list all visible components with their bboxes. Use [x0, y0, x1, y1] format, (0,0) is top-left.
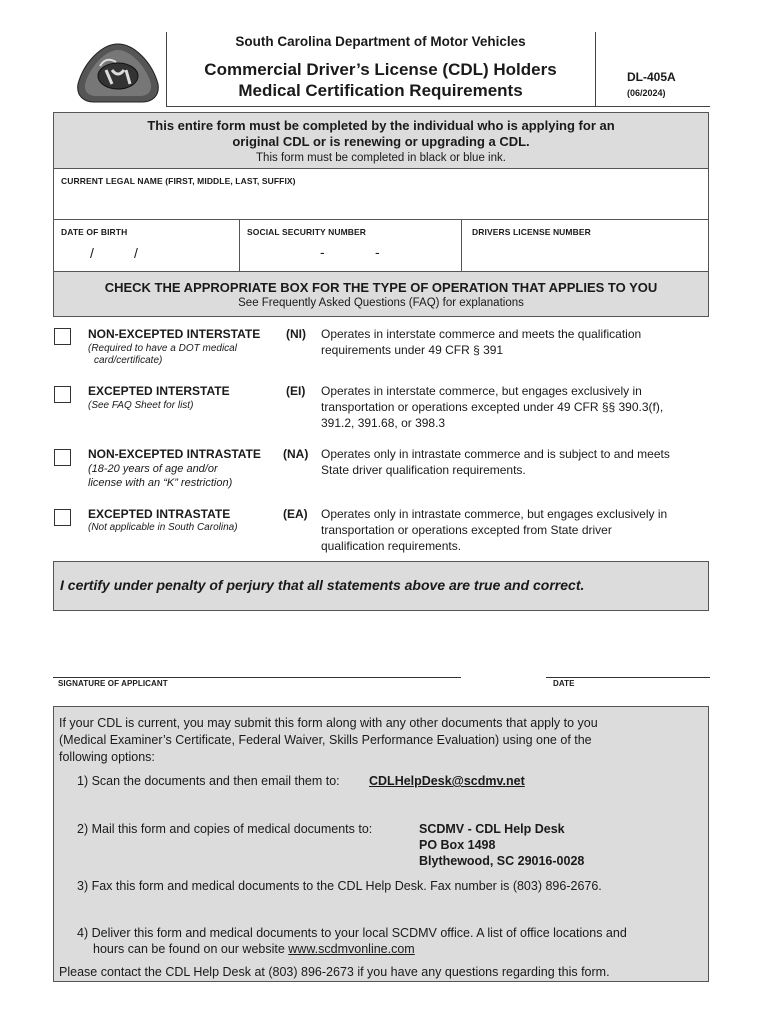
instructions-intro-line1: If your CDL is current, you may submit this form along with any other documents that apply to you [59, 716, 598, 730]
header-underline [166, 106, 710, 107]
mail-address-line2: PO Box 1498 [419, 838, 496, 852]
intro-line2: original CDL or is renewing or upgrading a CDL. [232, 134, 530, 149]
option-note: (Not applicable in South Carolina) [88, 522, 238, 533]
option2-text: 2) Mail this form and copies of medical documents to: [77, 822, 373, 836]
instructions-intro-line3: following options: [59, 750, 155, 764]
option4-line2 [93, 941, 415, 957]
dob-separator-1: / [90, 245, 94, 261]
option-title: NON-EXCEPTED INTERSTATE [88, 327, 261, 341]
certify-statement: I certify under penalty of perjury that all statements above are true and correct. [60, 577, 585, 593]
checkbox-excepted-interstate[interactable] [54, 386, 71, 403]
contact-line: Please contact the CDL Help Desk at (803) 896-2673 if you have any questions regarding this form. [59, 965, 610, 979]
signature-label: SIGNATURE OF APPLICANT [58, 679, 168, 688]
ink-note: This form must be completed in black or blue ink. [256, 152, 506, 164]
option-code: (NA) [283, 447, 309, 461]
option-description: Operates in interstate commerce, but engages exclusively in [321, 384, 642, 398]
mail-address-line1: SCDMV - CDL Help Desk [419, 822, 565, 836]
checkbox-non-excepted-intrastate[interactable] [54, 449, 71, 466]
option-note: license with an “K” restriction) [88, 477, 233, 489]
instructions-intro-line2: (Medical Examiner’s Certificate, Federal Waiver, Skills Performance Evaluation) using one of the [59, 733, 592, 747]
option-note: (Required to have a DOT medical [88, 343, 237, 354]
checkbox-non-excepted-interstate[interactable] [54, 328, 71, 345]
option-note: (See FAQ Sheet for list) [88, 400, 194, 411]
option-description: Operates only in intrastate commerce and is subject to and meets [321, 447, 670, 461]
department-name: South Carolina Department of Motor Vehicles [235, 34, 526, 49]
mail-address-line3: Blythewood, SC 29016-0028 [419, 854, 585, 868]
date-line[interactable] [546, 677, 710, 678]
intro-line1: This entire form must be completed by the individual who is applying for an [147, 118, 615, 133]
option-description: qualification requirements. [321, 539, 462, 553]
option4-text: hours can be found on our website [93, 942, 285, 956]
operation-subheading: See Frequently Asked Questions (FAQ) for explanations [238, 297, 524, 309]
form-title-line2: Medical Certification Requirements [238, 81, 523, 100]
option-note: (18-20 years of age and/or [88, 463, 218, 475]
option-description: transportation or operations excepted from State driver [321, 523, 612, 537]
option-code: (NI) [286, 327, 306, 341]
operation-heading: CHECK THE APPROPRIATE BOX FOR THE TYPE OF OPERATION THAT APPLIES TO YOU [104, 280, 658, 295]
option-description: Operates only in intrastate commerce, but engages exclusively in [321, 507, 668, 521]
option-description: 391.2, 391.68, or 398.3 [321, 416, 446, 430]
form-number: DL-405A [627, 70, 676, 84]
option-description: State driver qualification requirements. [321, 463, 526, 477]
signature-line[interactable] [53, 677, 461, 678]
option3-text: 3) Fax this form and medical documents to the CDL Help Desk. Fax number is (803) 896-2676. [77, 879, 602, 893]
option-description: Operates in interstate commerce and meets the qualification [321, 327, 642, 341]
option-description: requirements under 49 CFR § 391 [321, 343, 504, 357]
website-link[interactable]: www.scdmvonline.com [288, 942, 415, 956]
option1-text: 1) Scan the documents and then email them to: [77, 774, 340, 788]
scdmv-logo [72, 40, 164, 106]
checkbox-excepted-intrastate[interactable] [54, 509, 71, 526]
legal-name-label: CURRENT LEGAL NAME (FIRST, MIDDLE, LAST, SUFFIX) [61, 176, 296, 186]
option-title: EXCEPTED INTERSTATE [88, 384, 230, 398]
date-label: DATE [553, 679, 575, 688]
option-title: EXCEPTED INTRASTATE [88, 507, 231, 521]
option-title: NON-EXCEPTED INTRASTATE [88, 447, 261, 461]
option-note: card/certificate) [94, 355, 163, 366]
dl-label: DRIVERS LICENSE NUMBER [472, 227, 591, 237]
help-desk-email-link[interactable]: CDLHelpDesk@scdmv.net [369, 774, 525, 788]
option4-line1: 4) Deliver this form and medical documents to your local SCDMV office. A list of office locations and [77, 926, 627, 940]
ssn-separator-1: - [320, 244, 325, 260]
dob-separator-2: / [134, 245, 138, 261]
ssn-label: SOCIAL SECURITY NUMBER [247, 227, 367, 237]
option-code: (EI) [286, 384, 306, 398]
option-code: (EA) [283, 507, 308, 521]
option-description: transportation or operations excepted under 49 CFR §§ 390.3(f), [321, 400, 664, 414]
dob-label: DATE OF BIRTH [61, 227, 128, 237]
form-title-line1: Commercial Driver’s License (CDL) Holders [204, 60, 557, 79]
header-divider-right [595, 32, 596, 106]
ssn-separator-2: - [375, 244, 380, 260]
form-date: (06/2024) [627, 88, 666, 98]
